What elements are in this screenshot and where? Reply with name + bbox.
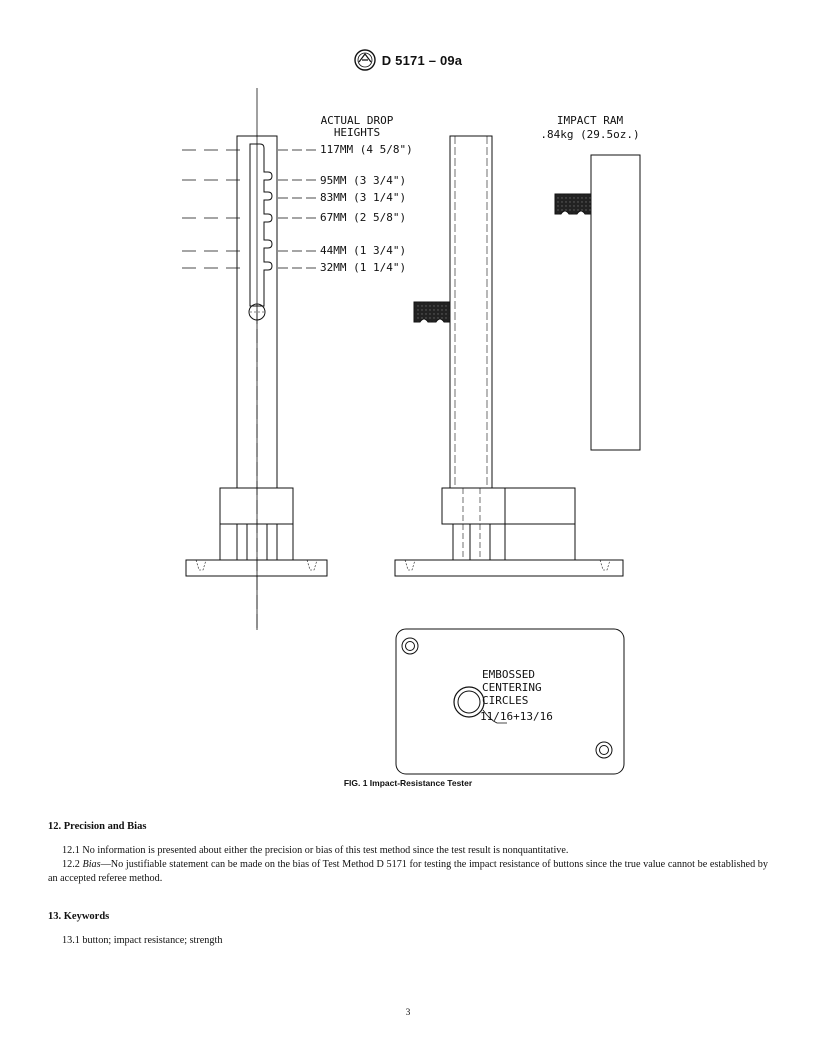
drop-height-label: 83MM (3 1/4") <box>320 191 407 204</box>
paragraph-12-1 <box>48 844 768 858</box>
tester-pin-section <box>414 302 450 322</box>
paragraph-number: 12.1 <box>62 845 80 856</box>
impact-tester-figure <box>0 80 816 780</box>
paragraph-number: 13.1 <box>62 935 80 946</box>
plate-label-line-1: EMBOSSED <box>482 668 535 681</box>
astm-logo-icon <box>354 49 376 71</box>
impact-ram-weight: .84kg (29.5oz.) <box>540 128 640 141</box>
paragraph-13-1 <box>48 934 768 948</box>
impact-tester-drawing <box>0 80 816 780</box>
paragraph-text: button; impact resistance; strength <box>82 935 223 946</box>
paragraph-run-in-head: Bias <box>82 859 101 870</box>
page-number: 3 <box>405 1008 411 1018</box>
drop-height-label: 67MM (2 5/8") <box>320 211 407 224</box>
impact-ram-title: IMPACT RAM <box>556 114 624 127</box>
paragraph-12-2 <box>48 858 768 886</box>
drop-height-label: 117MM (4 5/8") <box>320 143 413 156</box>
paragraph-text: —No justifiable statement can be made on the bias of Test Method D 5171 for testing the impact resistance of buttons since the true value cannot be established by an accepted referee method. <box>48 859 768 884</box>
drop-height-label: 95MM (3 3/4") <box>320 174 407 187</box>
paragraph-number: 12.2 <box>62 859 80 870</box>
plate-label-line-4: 11/16+13/16 <box>480 710 553 723</box>
plate-label-line-3: CIRCLES <box>482 694 529 707</box>
tester-front-view <box>186 88 327 630</box>
figure-caption: FIG. 1 Impact-Resistance Tester <box>343 778 473 788</box>
section-keywords <box>48 910 768 948</box>
drop-height-label: 32MM (1 1/4") <box>320 261 407 274</box>
document-header <box>0 49 816 71</box>
drop-height-label: 44MM (1 3/4") <box>320 244 407 257</box>
drop-heights-title-line-1: ACTUAL DROP <box>320 114 394 127</box>
ram-striker-section <box>555 194 591 214</box>
impact-ram-view <box>591 155 640 450</box>
section-heading: 13. Keywords <box>48 911 110 922</box>
section-heading: 12. Precision and Bias <box>48 821 147 832</box>
standard-designation: D 5171 – 09a <box>381 52 463 68</box>
paragraph-text: No information is presented about either the precision or bias of this test method since the test result is nonquantitative. <box>82 845 569 856</box>
drop-heights-title-line-2: HEIGHTS <box>333 126 381 139</box>
plate-label-line-2: CENTERING <box>482 681 542 694</box>
section-precision-bias <box>48 820 768 886</box>
